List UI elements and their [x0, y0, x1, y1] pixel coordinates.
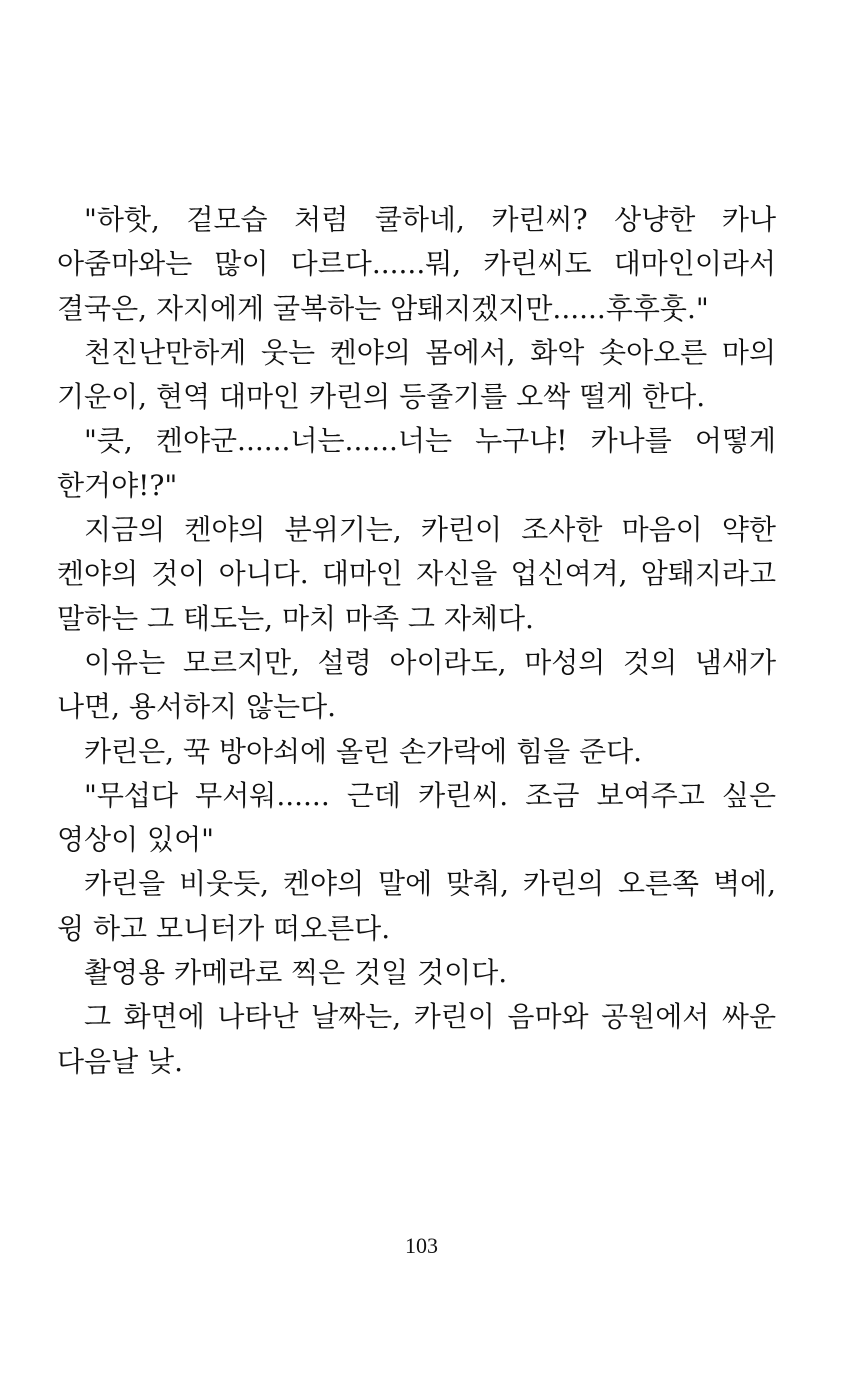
text-body [57, 198, 776, 1084]
paragraph-4: 지금의 켄야의 분위기는, 카린이 조사한 마음이 약한 켄야의 것이 아니다. 대마인 자신을 업신여겨, 암퇘지라고 말하는 그 태도는, 마치 마족 그 자체다. [57, 513, 776, 635]
paragraph-1: "하핫, 겉모습 처럼 쿨하네, 카린씨? 상냥한 카나 아줌마와는 많이 다르다......뭐, 카린씨도 대마인이라서 결국은, 자지에게 굴복하는 암퇘지겠지만......후후훗." [57, 203, 776, 325]
paragraph-8: 카린을 비웃듯, 켄야의 말에 맞춰, 카린의 오른쪽 벽에, 윙 하고 모니터가 떠오른다. [57, 867, 776, 945]
paragraph-7: "무섭다 무서워...... 근데 카린씨. 조금 보여주고 싶은 영상이 있어" [57, 778, 776, 857]
page-number: 103 [405, 1233, 438, 1258]
paragraph-6: 카린은, 꾹 방아쇠에 올린 손가락에 힘을 준다. [84, 734, 643, 768]
paragraph-2: 천진난만하게 웃는 켄야의 몸에서, 화악 솟아오른 마의 기운이, 현역 대마인 카린의 등줄기를 오싹 떨게 한다. [57, 335, 776, 414]
paragraph-5: 이유는 모르지만, 설령 아이라도, 마성의 것의 냄새가 나면, 용서하지 않는다. [57, 645, 776, 724]
paragraph-3: "큿, 켄야군......너는......너는 누구냐! 카나를 어떻게 한거야!?" [57, 424, 776, 502]
paragraph-10: 그 화면에 나타난 날짜는, 카린이 음마와 공원에서 싸운 다음날 낮. [57, 1000, 776, 1078]
paragraph-9: 촬영용 카메라로 찍은 것일 것이다. [84, 956, 508, 990]
